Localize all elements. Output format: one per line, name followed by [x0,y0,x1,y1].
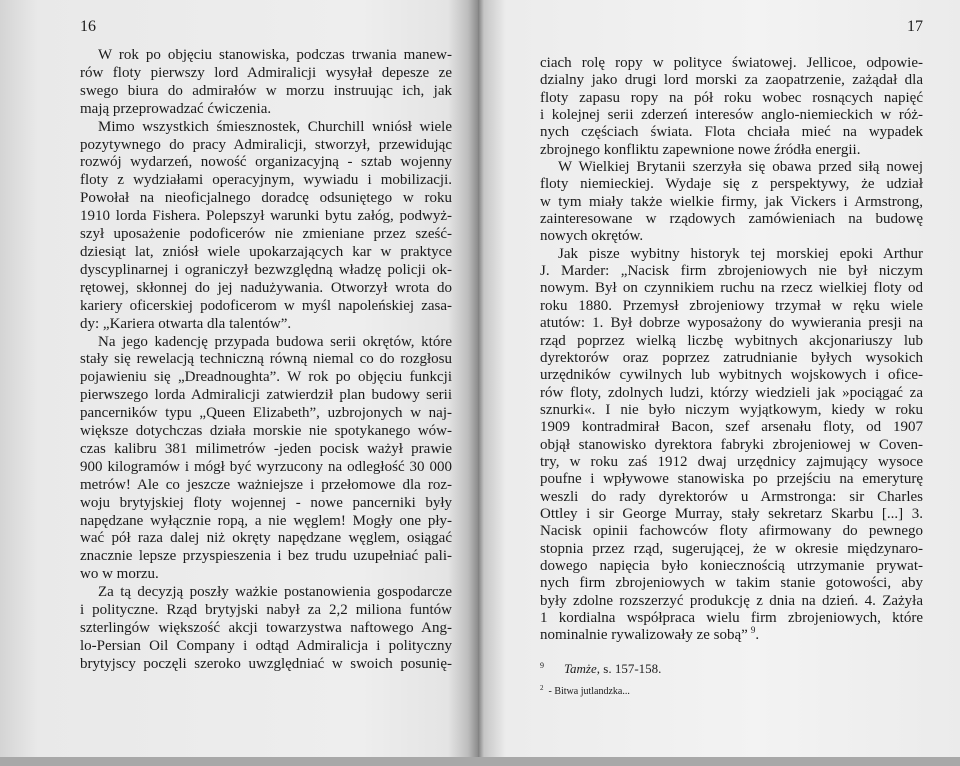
text-line: woju brytyjskiej floty wojennej - nowe pancerniki były [80,494,452,511]
text-line: W rok po objęciu stanowiska, podczas trwania manew- [98,47,452,63]
text-line: Powołał na nieoficjalnego doradcę odsuniętego w roku [80,190,452,207]
page-body [80,47,452,674]
text-line: lo-Persian Oil Company i odtąd Admiralicja i polityczny [80,637,452,654]
text-line: stały się rewelacją techniczną równą niemal co do rozgłosu [80,351,452,368]
text-line: objął stanowisko dyrektora fabryki zbrojeniowej w Coven- [540,436,923,453]
text-line: Mimo wszystkich śmiesznostek, Churchill wniósł wiele [98,118,452,135]
text-line: Jak pisze wybitny historyk tej morskiej epoki Arthur [558,245,923,262]
text-line: 900 kilogramów i mógł być wyrzucony na odległość 30 000 [80,458,452,475]
footnote-reference: 9 [750,625,756,636]
text-line: Ottley i sir George Murray, stały sekretarz Skarbu [...] 3. [540,505,923,522]
footnotes [540,661,923,698]
text-line: dowego napięcia było koniecznością utrzymanie prywat- [540,557,923,574]
text-line: weszli do rady dyrektorów u Armstronga: sir Charles [540,488,923,505]
text-line: większe dotychczas działa morskie nie spotykanego wów- [80,423,452,440]
text-line: dzialny jako drugi lord morski za zaopatrzenie, zażądał dla [540,72,923,89]
text-line: urzędników cywilnych lub wybitnych wojskowych i ofice- [540,367,923,384]
footnote-marker: 9 [540,660,544,670]
text-line: i polityczne. Rząd brytyjski nabył za 2,2 miliona funtów [80,602,452,619]
text-line: 1910 lorda Fishera. Polepszył warunki bytu załóg, podwyż- [80,208,452,225]
text-line: nowym. Był on czynnikiem ruchu na rzecz wielkiej floty od [540,280,923,297]
text-line: dziesiąt lat, zniósł wiele upokarzających kar w praktyce [80,243,452,260]
page-body [540,55,923,645]
text-line: Na jego kadencję przypada budowa serii okrętów, które [98,333,452,350]
text-line: pierwszego lorda Admiralicji zatwierdził plan budowy serii [80,387,452,404]
paragraph [80,584,452,674]
footnote [540,661,923,677]
text-line: rozwój wydarzeń, nowość organizacyjną - sztab wojenny [80,154,452,171]
line-text: nominalnie rywalizowały ze sobą” [540,627,748,644]
text-line: ciach rolę ropy w polityce światowej. Jellicoe, odpowie- [540,55,923,71]
text-line: kariery oficerskiej podoficerom w myśl napoleńskiej zasa- [80,297,452,314]
text-line: znacznie lepsze przyspieszenia i bez trudu uzupełniać pali- [80,548,452,565]
footnote-text: , s. 157-158. [596,661,662,676]
text-line: pojawieniu się „Dreadnoughta”. W rok po objęciu funkcji [80,369,452,386]
text-line: czas kalibru 381 milimetrów -jeden pocisk ważył prawie [80,440,452,457]
text-line [540,627,923,644]
text-line: w tym miały także wielkie firmy, jak Vickers i Armstrong, [540,193,923,210]
text-line: Nacisk opinii fachowców floty afirmowany do pewnego [540,523,923,540]
text-line: stopnia przez rząd, sugerującej, że w okresie międzynaro- [540,540,923,557]
text-line: rów floty pierwszy lord Admiralicji wysyłał depesze ze [80,64,452,81]
text-line: nowych okrętów. [540,228,644,245]
text-line: rętowej, skłonnej do jej nadużywania. Otworzył wrota do [80,279,452,296]
text-line: try, w roku zaś 1912 dwaj urzędnicy zajmujący wysoce [540,453,923,470]
paragraph [80,47,452,119]
text-line: szył uposażenie podoficerów nie zmieniane przez sześć- [80,226,452,243]
text-line: mają przeprowadzać ćwiczenia. [80,100,272,117]
paragraph [540,159,923,246]
text-line: Za tą decyzją poszły ważkie postanowienia gospodarcze [98,584,452,601]
paragraph [540,55,923,159]
footnote-marker: 2 [540,683,544,692]
text-line: floty zapasu ropy na pół roku wobec rosnących napięć [540,89,923,106]
text-line: J. Marder: „Nacisk firm zbrojeniowych nie był niczym [540,263,923,280]
text-line: nych częściach świata. Flota chciała mieć na wypadek [540,124,923,141]
text-line: atutów: 1. Był dobrze wyposażony do wywierania presji na [540,315,923,332]
text-line: W Wielkiej Brytanii szerzyła się obawa przed siłą nowej [558,159,923,176]
text-line: rząd poprzez wielką liczbę wybitnych akcjonariuszy lub [540,332,923,349]
text-line: poufne i wpływowe stanowiska po przejściu na emeryturę [540,471,923,488]
paragraph [80,334,452,585]
text-line: brytyjscy poczęli szeroko uwzględniać w swoich posunię- [80,655,452,672]
text-line: nych firm zbrojeniowych w takim stanie gotowości, aby [540,575,923,592]
text-line: swego biura do admirałów w morzu instruując ich, jak [80,82,452,99]
text-line: pozytywnego do pracy Admiralicji, stworzył, przewidując [80,136,452,153]
footnote [540,685,923,698]
paragraph [540,246,923,645]
page-number: 16 [80,18,96,35]
text-line: sznurki«. I nie było niczym wyjątkowym, kiedy w roku [540,401,923,418]
text-line: były zdolne rozszerzyć produkcję z dnia na dzień. 4. Zażyła [540,592,923,609]
line-text: . [755,627,760,644]
text-line: i kolejnej serii zderzeń interesów anglo-niemieckich w róż- [540,107,923,124]
page-number: 17 [907,18,923,35]
right-page [478,0,960,757]
text-line: wać pół raza dalej niż okręty napędzane węglem, osiągać [80,530,452,547]
text-line: 1909 kontradmirał Bacon, szef arsenału floty, od 1907 [540,419,923,436]
text-line: floty niemieckiej. Wydaje się z perspektywy, że udział [540,176,923,193]
text-line: zainteresowane w rządowych zamówieniach na budowę [540,211,923,228]
text-line: floty z wydziałami operacyjnym, wywiadu i mobilizacji. [80,172,452,189]
text-line: rów floty, zdolnych ludzi, którzy wiedzieli jak »pociągać za [540,384,923,401]
text-line: napędzane wyłącznie ropą, a nie węglem! Mogły one pły- [80,512,452,529]
footnote-text: - Bitwa jutlandzka... [548,686,630,697]
footnote-italic-text: Tamże [564,661,597,676]
text-line: metrów! Ale co jeszcze ważniejsze i przełomowe dla roz- [80,476,452,493]
text-line: dy: „Kariera otwarta dla talentów”. [80,315,292,332]
text-line: wo w morzu. [80,566,159,583]
text-line: dyscyplinarnej i ograniczył bezwzględną władzę policji ok- [80,261,452,278]
text-line: pancerników typu „Queen Elizabeth”, uzbrojonych w naj- [80,405,452,422]
text-line: roku 1880. Przemysł zbrojeniowy trzymał w ręku wiele [540,297,923,314]
text-line: 1 kordialna współpraca wielu firm zbrojeniowych, które [540,610,923,626]
text-line: zbrojnego konfliktu zapewnione nowe źródła energii. [540,141,861,158]
text-line: szterlingów większość akcji towarzystwa naftowego Ang- [80,620,452,636]
text-line: dyrektorów oraz poprzez zatrudnianie byłych wysokich [540,349,923,366]
paragraph [80,119,452,334]
left-page [0,0,478,757]
